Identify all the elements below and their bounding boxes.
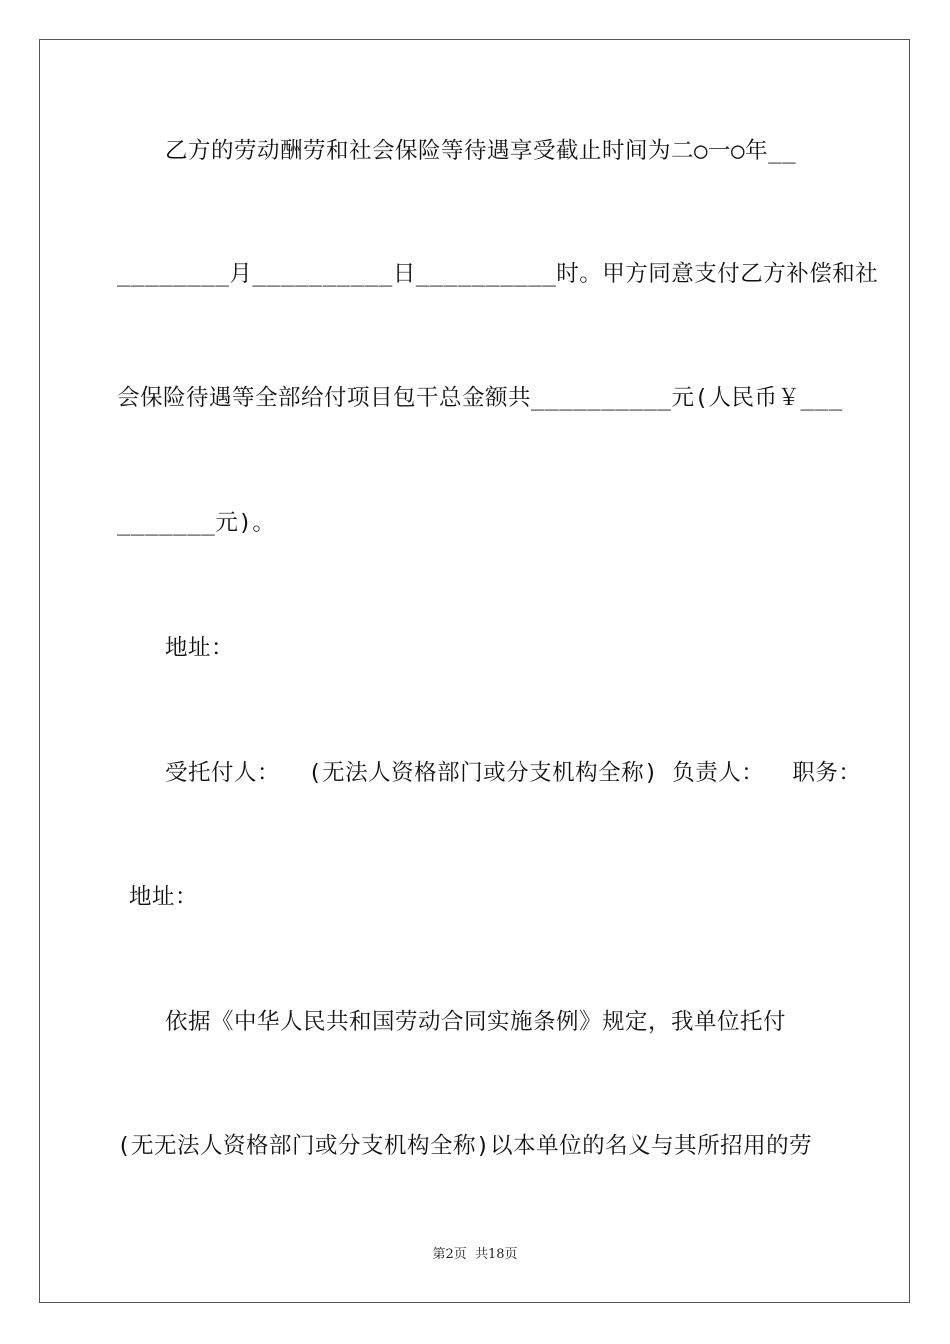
paragraph-line-4: _______元)。 [117,510,276,536]
paragraph-line-8: 依据《中华人民共和国劳动合同实施条例》规定，我单位托付 [165,1009,787,1035]
paragraph-line-2: ________月__________日__________时。甲方同意支付乙方补偿和社 [117,261,879,287]
paragraph-line-9: (无无法人资格部门或分支机构全称)以本单位的名义与其所招用的劳 [117,1133,813,1159]
page-frame [39,39,910,1303]
trustee-line: 受托付人： (无法人资格部门或分支机构全称) 负责人： 职务： [165,760,862,786]
paragraph-line-1: 乙方的劳动酬劳和社会保险等待遇享受截止时间为二○一○年__ [165,138,797,164]
address-label-1: 地址： [165,635,235,661]
page-number-footer: 第2页 共18页 [432,1247,518,1262]
paragraph-line-3: 会保险待遇等全部给付项目包干总金额共__________元(人民币￥___ [117,385,843,411]
address-label-2: 地址： [129,884,199,910]
